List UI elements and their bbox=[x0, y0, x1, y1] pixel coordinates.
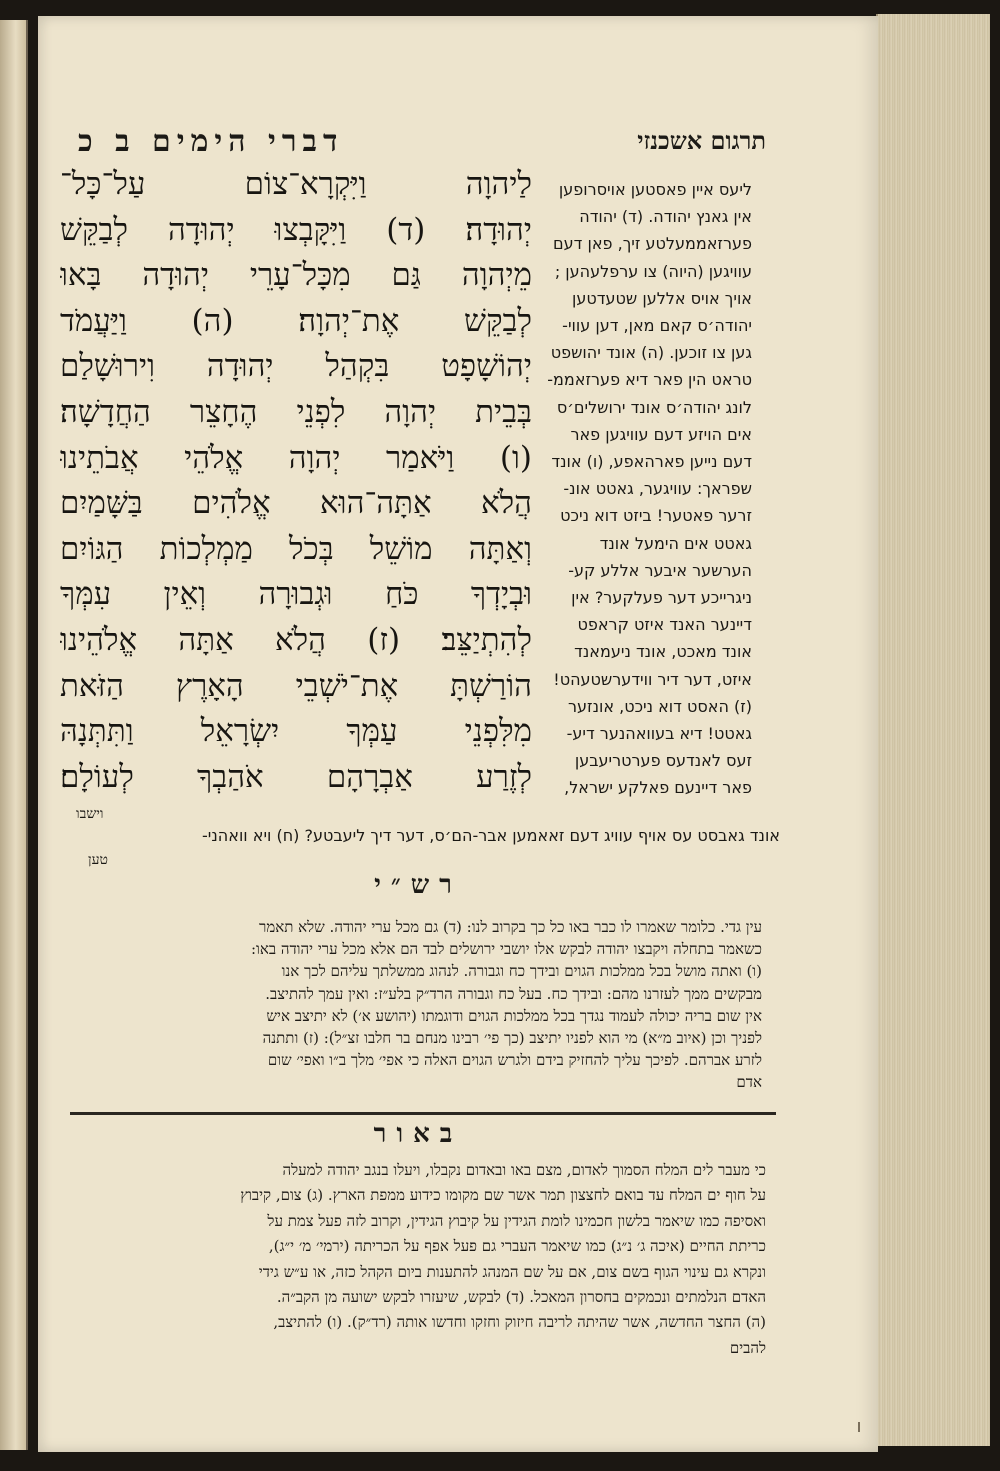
verse-line: לְהִתְיַצֵּב׃ (ז) הֲלֹא אַתָּה אֱלֹהֵינוּ bbox=[60, 621, 532, 658]
verse-line: יְהוֹשָׁפָט בִּקְהַל יְהוּדָה וִירוּשָׁלַם bbox=[60, 348, 532, 385]
hebrew-verse-column bbox=[60, 162, 532, 800]
translation-line: אונד מאכט, אונד ניעמאנד bbox=[574, 642, 752, 662]
biur-line: (ה) החצר החדשה, אשר שהיתה לריבה חיזוק וחזקו וחדשו אותה (רד״ק). (ו) להתיצב, bbox=[273, 1313, 766, 1332]
rashi-line: מבקשים ממך לעזרנו מהם: ובידך כח. בעל כח וגבורה הרד״ק בלע״ז: ואין עמך להתיצב. bbox=[265, 984, 762, 1003]
verse-line: בְּבֵית יְהוָה לִפְנֵי הֶחָצֵר הַחֲדָשָׁה׃ bbox=[60, 393, 532, 430]
translation-line: גען צו זוכען. (ה) אונד יהושפט bbox=[550, 343, 752, 363]
verse-line: הוֹרַשְׁתָּ אֶת־יֹשְׁבֵי הָאָרֶץ הַזֹּאת bbox=[60, 667, 532, 704]
rashi-line: כשאמר בתחלה ויקבצו יהודה לבקש אלו יושבי ירושלים לבד הם אלא מכל ערי יהודה באו: bbox=[250, 940, 762, 959]
translation-line: הערשער איבער אללע קע- bbox=[568, 560, 752, 580]
rashi-commentary bbox=[74, 916, 762, 1094]
biur-line: ונקרא גם עינוי הגוף בשם צום, אם על שם המנהג להתענות ביום הקהל כזה, או ע״ש גידי bbox=[258, 1262, 766, 1281]
translation-line: ליעס איין פאסטען אויסרופען bbox=[558, 180, 752, 199]
translation-line: עוויגען (היוה) צו ערפלעהען ; bbox=[554, 261, 752, 281]
translation-line: (ז) האסט דוא ניכט, אונזער bbox=[567, 696, 752, 716]
verse-line: לַיהוָה וַיִּקְרָא־צוֹם עַל־כָּל־ bbox=[60, 166, 532, 202]
running-header: דברי הימים ב כ bbox=[78, 124, 344, 159]
facing-page-edge bbox=[0, 20, 28, 1450]
verse-line: וְאַתָּה מוֹשֵׁל בְּכֹל מַמְלְכוֹת הַגּוֹיִם bbox=[60, 530, 532, 567]
rashi-line: (ו) ואתה מושל בכל ממלכות הגוים ובידך כח וגבורה. לנהוג ממשלתך עליהם לכך אנו bbox=[281, 962, 762, 981]
translation-line: ניגרייכע דער פעלקער? אין bbox=[571, 588, 752, 608]
margin-mark bbox=[858, 1422, 860, 1432]
translation-line: אים הויזע דעם עוויגען פאר bbox=[570, 424, 752, 444]
translation-line: לונג יהודה׳ס אונד ירושלים׳ס bbox=[556, 397, 752, 417]
book-page-edges bbox=[876, 14, 990, 1446]
biur-commentary bbox=[72, 1158, 766, 1361]
translation-column bbox=[522, 176, 752, 802]
translation-line: יהודה׳ס קאם מאן, דען עווי- bbox=[562, 316, 752, 336]
biur-line: ואסיפה כמו שיאמר בלשון חכמינו לומת הגידין על קיבוץ הגידין, וקרוב לזה פעל צמת על bbox=[267, 1211, 766, 1230]
verse-line: מִלִּפְנֵי עַמְּךָ יִשְׂרָאֵל וַתִּתְּנָהּ bbox=[60, 713, 532, 750]
rashi-line: אין שום בריה יכולה לעמוד נגדך בכל ממלכות הגוים ודוגמתו (יהושע א׳) לא יתיצב איש bbox=[266, 1006, 762, 1025]
translation-line: דעם נייען פארהאפע, (ו) אונד bbox=[551, 452, 752, 472]
rashi-line: לפניך וכן (איוב מ״א) מי הוא לפניו יתיצב (כך פי׳ רבינו מנחם בר חלבו זצ״ל): (ז) ותתנה bbox=[262, 1029, 762, 1048]
verse-line: יְהוּדָה׃ (ד) וַיִּקָּבְצוּ יְהוּדָה לְבַקֵּשׁ bbox=[60, 211, 532, 248]
translation-line: אויך אויס אללען שטעדטען bbox=[572, 288, 752, 308]
translation-line: גאטט אים הימעל אונד bbox=[599, 533, 752, 553]
verse-line: וּבְיָדְךָ כֹּחַ וּגְבוּרָה וְאֵין עִמְּךָ bbox=[60, 576, 532, 613]
translation-line: גאטט! דיא בעוואהנער דיע- bbox=[566, 724, 752, 744]
verse-line: (ו) וַיֹּאמַר יְהוָה אֱלֹהֵי אֲבֹתֵינוּ bbox=[60, 439, 532, 476]
translation-line: טראט הין פאר דיא פערזאממ- bbox=[547, 370, 752, 390]
translation-line: זעס לאנדעס פערטריעבען bbox=[574, 751, 752, 771]
biur-line: כריתת החיים (איכה ג׳ נ״ג) כמו שיאמר העברי גם פעל אפף על הכריתה (ירמי׳ מ׳ י״ג), bbox=[268, 1237, 766, 1256]
section-divider bbox=[70, 1112, 776, 1115]
translation-catchword: טען bbox=[88, 852, 108, 868]
biur-line: האדם הנלמתים ונכמקים בחסרון המאכל. (ד) לבקש, שיעזרו לבקש ישועה מן הקב״ה. bbox=[276, 1288, 766, 1307]
translation-line: שפראך: עוויגער, גאטט אונ- bbox=[563, 479, 752, 499]
translation-line: איזט, דער דיר ווידערשטעהט! bbox=[553, 669, 752, 689]
rashi-line: לזרע אברהם. לפיכך עליך להחזיק בידם ולגרש הגוים האלה כי אפי׳ מלך ב״ו ואפי׳ שום bbox=[267, 1051, 762, 1070]
translation-line: דיינער האנד איזט קראפט bbox=[577, 615, 752, 635]
verse-line: הֲלֹא אַתָּה־הוּא אֱלֹהִים בַּשָּׁמַיִם bbox=[60, 485, 532, 522]
translation-line: פערזאממעלטע זיך, פאן דעם bbox=[553, 234, 752, 254]
rashi-line: עין גדי. כלומר שאמרו לו כבר באו כל כך בקרוב לנו: (ד) גם מכל ערי יהודה. שלא תאמר bbox=[258, 918, 762, 936]
rashi-line: אדם bbox=[736, 1073, 762, 1092]
verse-catchword: וישבו bbox=[76, 806, 104, 822]
translation-line: אין גאנץ יהודה. (ד) יהודה bbox=[579, 207, 752, 227]
biur-line: כי מעבר לים המלח הסמוך לאדום, מצם באו ובאדום נקבלו, ויעלו בנגב יהודה למעלה bbox=[282, 1161, 766, 1179]
translation-line: פאר דיינעם פאלקע ישראל, bbox=[564, 778, 752, 798]
translation-header: תרגום אשכנזי bbox=[637, 126, 766, 155]
translation-line: זרער פאטער! ביזט דוא ניכט bbox=[560, 506, 752, 526]
rashi-heading: רש״י bbox=[374, 870, 462, 900]
verse-line: לְזֶרַע אַבְרָהָם אֹהַבְךָ לְעוֹלָם׃ bbox=[60, 758, 532, 795]
biur-line: להבים bbox=[729, 1338, 766, 1357]
verse-line: מֵיְהוָה גַּם מִכָּל־עָרֵי יְהוּדָה בָּאוּ bbox=[60, 257, 532, 294]
verse-line: לְבַקֵּשׁ אֶת־יְהוָה׃ (ה) וַיַּעֲמֹד bbox=[60, 302, 532, 339]
biur-heading: באור bbox=[373, 1119, 463, 1149]
biur-line: על חוף ים המלח עד בואם לחצצון תמר אשר שם מקומו כידוע ממפת הארץ. (ג) צום, קיבוץ bbox=[240, 1186, 766, 1205]
translation-continuation: אונד גאבסט עס אויף עוויג דעם זאאמען אבר-הם׳ס, דער דיך ליעבטע? (ח) ויא וואהני- bbox=[202, 826, 780, 845]
book-page bbox=[38, 16, 878, 1452]
